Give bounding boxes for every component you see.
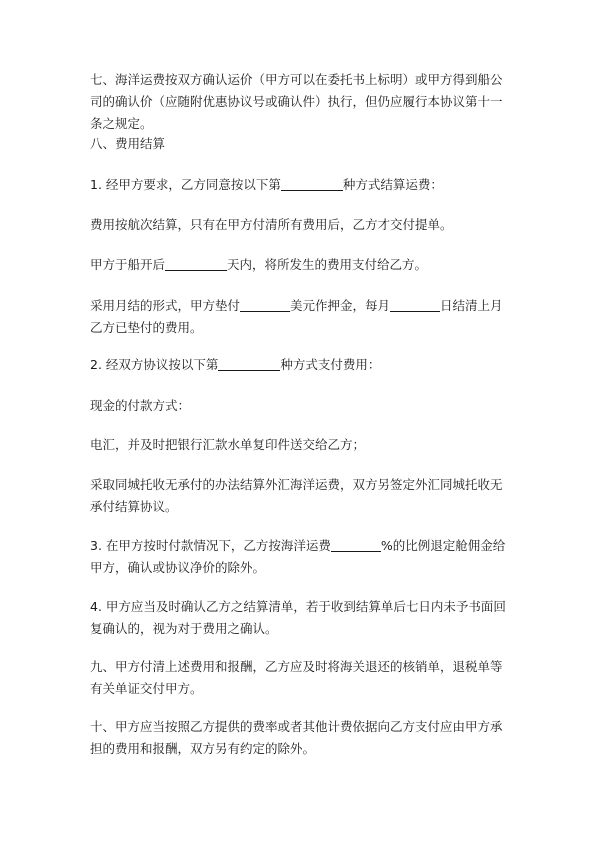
- option-wire-transfer: 电汇，并及时把银行汇款水单复印件送交给乙方；: [90, 437, 366, 452]
- option-days-after-sailing: 甲方于船开后 天内，将所发生的费用支付给乙方。: [90, 257, 428, 272]
- fill-blank[interactable]: [281, 176, 343, 191]
- fill-blank[interactable]: [165, 256, 227, 271]
- clause-9-documents: 九、甲方付清上述费用和报酬，乙方应及时将海关退还的核销单，退税单等有关单证交付甲方。: [90, 659, 503, 696]
- clause-8-heading: 八、费用结算: [90, 136, 166, 151]
- option-per-voyage: 费用按航次结算，只有在甲方付清所有费用后，乙方才交付提单。: [90, 217, 453, 232]
- clause-7-ocean-freight: 七、海洋运费按双方确认运价（甲方可以在委托书上标明）或甲方得到船公司的确认价（应随附优惠协议号或确认件）执行，但仍应履行本协议第十一条之规定。: [90, 72, 503, 131]
- clause-8-1-settlement-method: 1. 经甲方要求，乙方同意按以下第 种方式结算运费：: [90, 177, 443, 192]
- fill-blank[interactable]: [240, 297, 290, 312]
- clause-8-3-commission: 3. 在甲方按时付款情况下，乙方按海洋运费 %的比例退定舱佣金给甲方，确认或协议净价的除外。: [90, 538, 506, 575]
- option-cash: 现金的付款方式：: [90, 398, 191, 413]
- fill-blank[interactable]: [218, 356, 280, 371]
- clause-8-4-confirmation: 4. 甲方应当及时确认乙方之结算清单，若于收到结算单后七日内未予书面回复确认的，视为对于费用之确认。: [90, 599, 506, 636]
- option-collection: 采取同城托收无承付的办法结算外汇海洋运费，双方另签定外汇同城托收无承付结算协议。: [90, 477, 503, 514]
- clause-8-2-payment-method: 2. 经双方协议按以下第 种方式支付费用：: [90, 357, 381, 372]
- option-monthly-settlement: 采用月结的形式，甲方垫付 美元作押金，每月 日结清上月乙方已垫付的费用。: [90, 298, 503, 335]
- fill-blank[interactable]: [331, 537, 381, 552]
- clause-10-fees: 十、甲方应当按照乙方提供的费率或者其他计费依据向乙方支付应由甲方承担的费用和报酬，双方另有约定的除外。: [90, 719, 503, 756]
- fill-blank[interactable]: [390, 297, 440, 312]
